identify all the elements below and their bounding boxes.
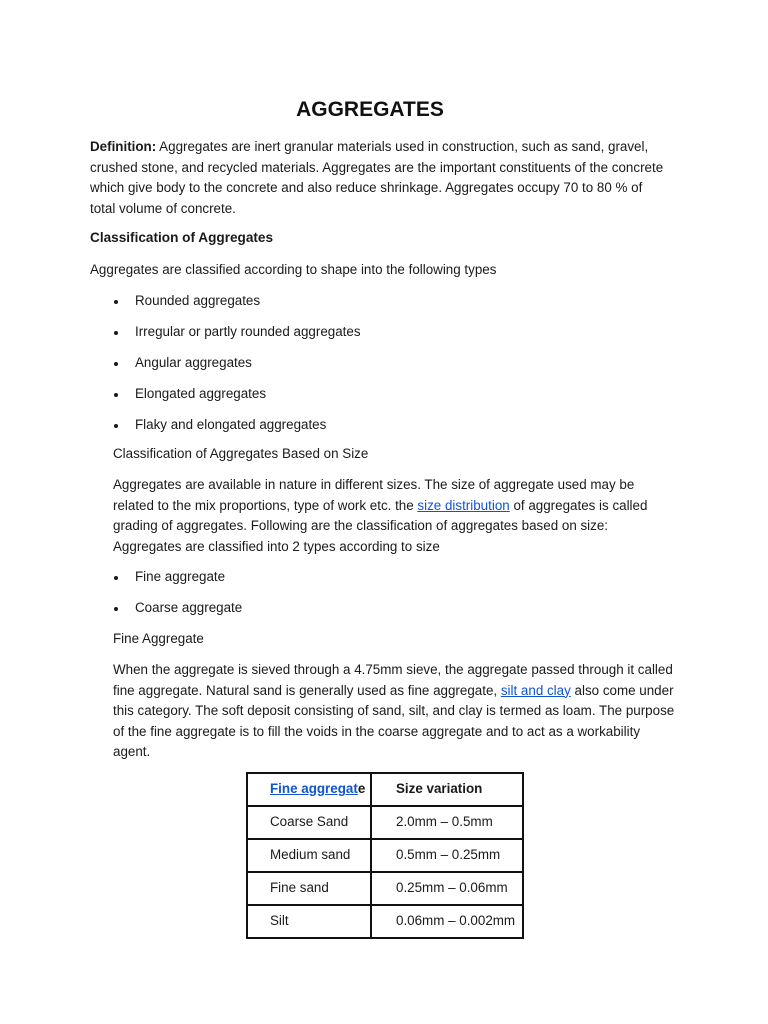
list-item: Flaky and elongated aggregates — [112, 415, 361, 446]
row-name: Coarse Sand — [247, 806, 371, 839]
size-distribution-link[interactable]: size distribution — [417, 497, 510, 513]
list-item: Elongated aggregates — [112, 384, 361, 415]
list-item: Fine aggregate — [112, 567, 242, 598]
header-tail: e — [357, 781, 366, 797]
header-size-variation: Size variation — [371, 773, 523, 806]
size-variation-table — [246, 772, 524, 939]
row-size: 0.5mm – 0.25mm — [371, 839, 523, 872]
definition-paragraph — [90, 137, 670, 219]
row-size: 0.06mm – 0.002mm — [371, 905, 523, 938]
table-row — [247, 872, 523, 905]
fine-aggregate-heading: Fine Aggregate — [113, 631, 204, 646]
table-row — [247, 905, 523, 938]
fine-aggregate-paragraph — [113, 660, 678, 763]
classification-heading: Classification of Aggregates — [90, 230, 274, 245]
row-name: Fine sand — [247, 872, 371, 905]
header-fine-aggregate — [247, 773, 371, 806]
size-paragraph — [113, 475, 678, 557]
fine-paragraph-text-2: also come under this category. The soft deposit consisting of sand, silt, and clay is termed as loam. The purpose of the fine aggregate is to fill the voids in the coarse aggregate and to act as a workability agent. — [113, 682, 675, 759]
size-paragraph-text-2: of aggregates is called grading of aggregates. Following are the classification of aggregates based on size: Aggregates are classified into 2 types according to size — [113, 497, 648, 554]
list-item: Angular aggregates — [112, 353, 361, 384]
row-size: 2.0mm – 0.5mm — [371, 806, 523, 839]
size-type-list — [112, 567, 242, 629]
list-item: Irregular or partly rounded aggregates — [112, 322, 361, 353]
page-title: AGGREGATES — [296, 98, 444, 121]
row-size: 0.25mm – 0.06mm — [371, 872, 523, 905]
list-item: Coarse aggregate — [112, 598, 242, 629]
list-item: Rounded aggregates — [112, 291, 361, 322]
table-row — [247, 806, 523, 839]
definition-label: Definition: — [90, 139, 157, 154]
table-header-row — [247, 773, 523, 806]
definition-text: Aggregates are inert granular materials used in construction, such as sand, gravel, crushed stone, and recycled materials. Aggregates are the important constituents of the concrete which give body to the concrete and also reduce shrinkage. Aggregates occupy 70 to 80 % of total volume of concrete. — [90, 139, 664, 216]
row-name: Silt — [247, 905, 371, 938]
fine-aggregate-link[interactable]: Fine aggregat — [270, 781, 358, 797]
size-paragraph-text-1: Aggregates are available in nature in different sizes. The size of aggregate used may be related to the mix proportions, type of work etc. the — [113, 477, 635, 513]
shape-type-list — [112, 291, 361, 446]
table-row — [247, 839, 523, 872]
row-name: Medium sand — [247, 839, 371, 872]
silt-and-clay-link[interactable]: silt and clay — [500, 682, 571, 698]
size-classification-heading: Classification of Aggregates Based on Size — [113, 446, 369, 461]
shape-intro: Aggregates are classified according to shape into the following types — [90, 262, 497, 277]
fine-paragraph-text-1: When the aggregate is sieved through a 4.75mm sieve, the aggregate passed through it called fine aggregate. Natural sand is generally used as fine aggregate, — [113, 662, 673, 698]
